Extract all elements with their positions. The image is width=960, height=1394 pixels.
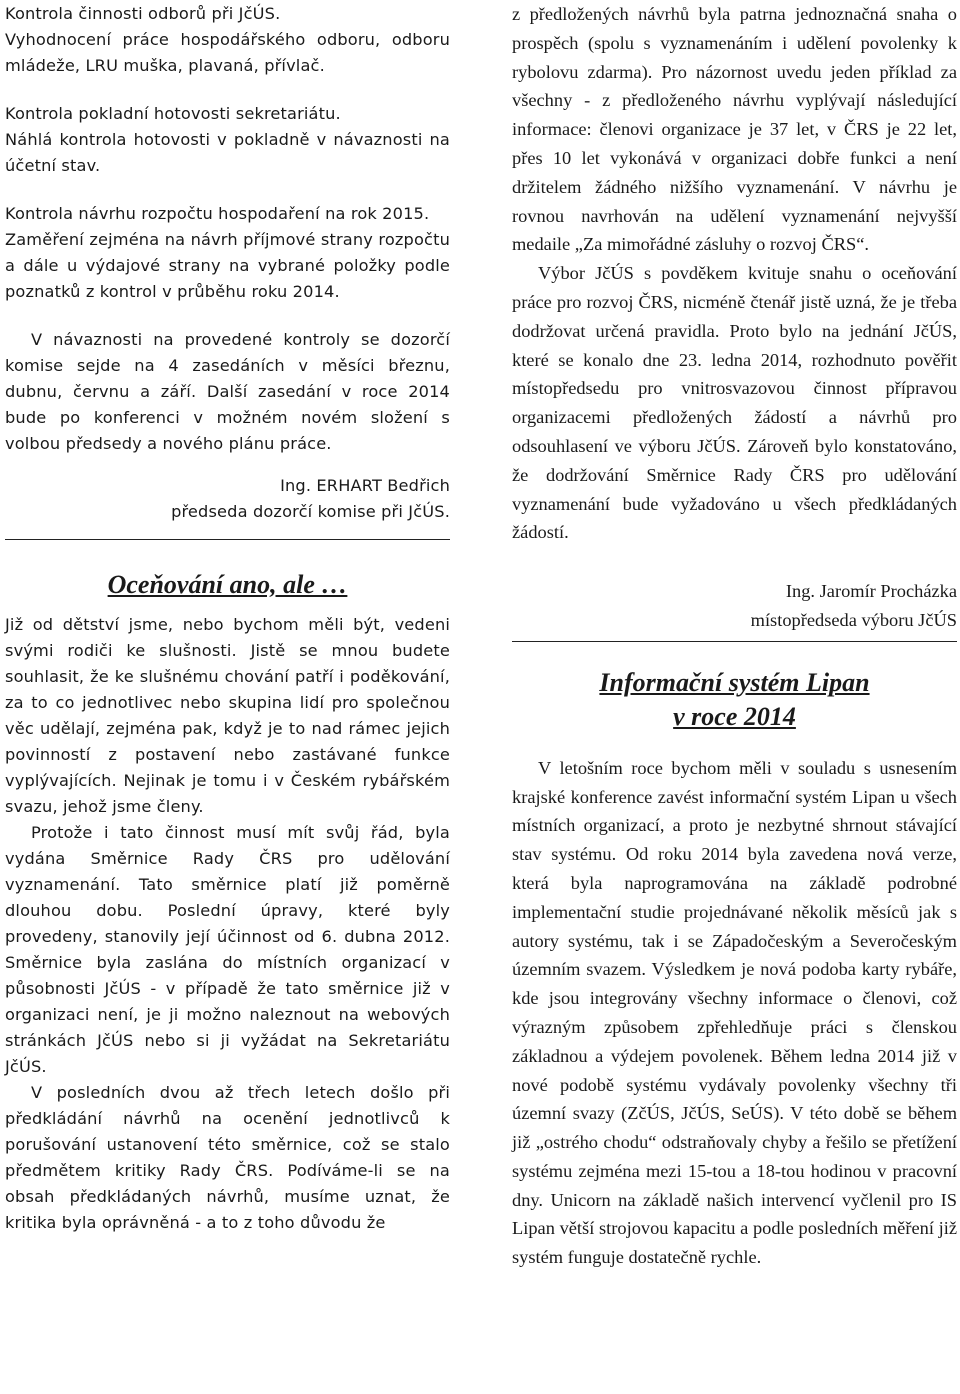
section-title: Kontrola pokladní hotovosti sekretariátu. <box>5 104 341 123</box>
section-title: Kontrola návrhu rozpočtu hospodaření na rok 2015. <box>5 204 430 223</box>
article-paragraph-3: V posledních dvou až třech letech došlo při předkládání návrhů na ocenění jednotlivců k porušování ustanovení této směrnice, což se stalo předmětem kritiky Rady ČRS. Podíváme-li se na obsah předkládaných návrhů, musíme uznat, že kritika byla oprávněná - a to z toho důvodu že <box>5 1083 450 1232</box>
article-paragraph-4: z předložených návrhů byla patrna jednoznačná snaha o prospěch (spolu s vyznamenáním i udělení povolenky k rybolovu zdarma). Pro názornost uvedu jeden příklad za všechny - z předloženého návrhu vyplývají následující informace: členovi organizace je 37 let, v ČRS je 22 let, přes 10 let vykonává v organizaci dobře funkci a není držitelem žádného nižšího vyznamenání. V návrhu je rovnou navrhován na udělení vyznamenání nejvyšší medaile „Za mimořádné zásluhy o rozvoj ČRS“. <box>512 4 957 255</box>
article2-title-line-1: Informační systém Lipan <box>599 667 870 697</box>
article2-paragraph-1: V letošním roce bychom měli v souladu s usnesením krajské konference zavést informační systém Lipan u všech místních organizací, a proto je nezbytné shrnout stávající stav systému. Od roku 2014 byla zavedena nová verze, která byla naprogramována na základě podrobné implementační studie projednávané několik měsíců jak s autory systému, tak i se Západočeským a Severočeským územním svazem. Výsledkem je nová podoba karty rybáře, kde jsou integrovány všechny informace o členovi, což výrazným způsobem zpřehledňuje práci s členskou základnou a výdejem povolenek. Během ledna 2014 již v nové podobě systému vydávaly povolenky všechny tři územní svazy (ZčÚS, JčÚS, SeÚS). V této době se během již „ostrého chodu“ odstraňovaly chyby a řešilo se přetížení systému zejména mezi 15-tou a 18-tou hodinou v pracovní dny. Unicorn na základě našich intervencí vyčlenil pro IS Lipan větší strojovou kapacitu a podle posledních měření již systém funguje dostatečně rychle. <box>512 757 957 1268</box>
article-title: Oceňování ano, ale … <box>107 570 348 599</box>
signature-mistopredseda <box>512 577 957 635</box>
article-paragraph-1: Již od dětství jsme, nebo bychom měli být, vedeni svými rodiči ke slušnosti. Jistě se mnou budete souhlasit, že ke slušnému chování patří i poděkování, za to co jednotlivec nebo skupina lidí pro společnou věc udělají, zejména pak, když je to nad rámec jejich povinností z postavení nebo zastávané funkce vyplývajících. Nejinak je tomu i v Českém rybářském svazu, jehož jsme členy. <box>5 615 450 816</box>
article-paragraph-5: Výbor JčÚS s povděkem kvituje snahu o oceňování práce pro rozvoj ČRS, nicméně čtenář jistě uzná, že je třeba dodržovat určená pravidla. Proto bylo na jednání JčÚS, které se konalo dne 23. ledna 2014, rozhodnuto pověřit místopředsedu pro vnitrosvazovou činnost přípravou organizacemi předložených žádostí a návrhů pro odsouhlasení ve výboru JčÚS. Zároveň bylo konstatováno, že dodržování Směrnice Rady ČRS pro udělování vyznamenání bude vyžadováno u všech předkládaných žádostí. <box>512 263 957 543</box>
section-text: Náhlá kontrola hotovosti v pokladně v návaznosti na účetní stav. <box>5 130 450 175</box>
section-pokladna <box>5 101 450 179</box>
section-text: Vyhodnocení práce hospodářského odboru, odboru mládeže, LRU muška, plavaná, přívlač. <box>5 30 450 75</box>
left-column <box>5 0 450 1236</box>
signature-role: místopředseda výboru JčÚS <box>750 609 957 630</box>
article2-title-line-2: v roce 2014 <box>673 701 796 731</box>
signature-name: Ing. Jaromír Procházka <box>785 581 957 602</box>
section-text: Zaměření zejména na návrh příjmové strany rozpočtu a dále u výdajové strany na vybrané položky podle poznatků z kontrol v průběhu roku 2014. <box>5 230 450 301</box>
section-rozpocet <box>5 201 450 305</box>
signature-role: předseda dozorčí komise při JčÚS. <box>171 502 450 521</box>
section-zasedani-text: V návaznosti na provedené kontroly se dozorčí komise sejde na 4 zasedáních v měsíci březnu, dubnu, červnu a září. Další zasedání v roce 2014 bude po konferenci v možném novém složení s volbou předsedy a nového plánu práce. <box>5 330 450 453</box>
right-column <box>512 0 957 1272</box>
signature-dozorci-komise <box>5 473 450 525</box>
section-odbory <box>5 1 450 79</box>
signature-name: Ing. ERHART Bedřich <box>280 476 450 495</box>
section-title: Kontrola činnosti odborů při JčÚS. <box>5 4 281 23</box>
article-paragraph-2: Protože i tato činnost musí mít svůj řád, byla vydána Směrnice Rady ČRS pro udělování vyznamenání. Tato směrnice platí již poměrně dlouhou dobu. Poslední úpravy, které byly provedeny, stanovily její účinnost od 6. dubna 2012. Směrnice byla zaslána do místních organizací v působnosti JčÚS - v případě že tato směrnice již v organizaci není, je ji možno naleznout na webových stránkách JčÚS nebo si ji vyžádat na Sekretariátu JčÚS. <box>5 823 450 1076</box>
